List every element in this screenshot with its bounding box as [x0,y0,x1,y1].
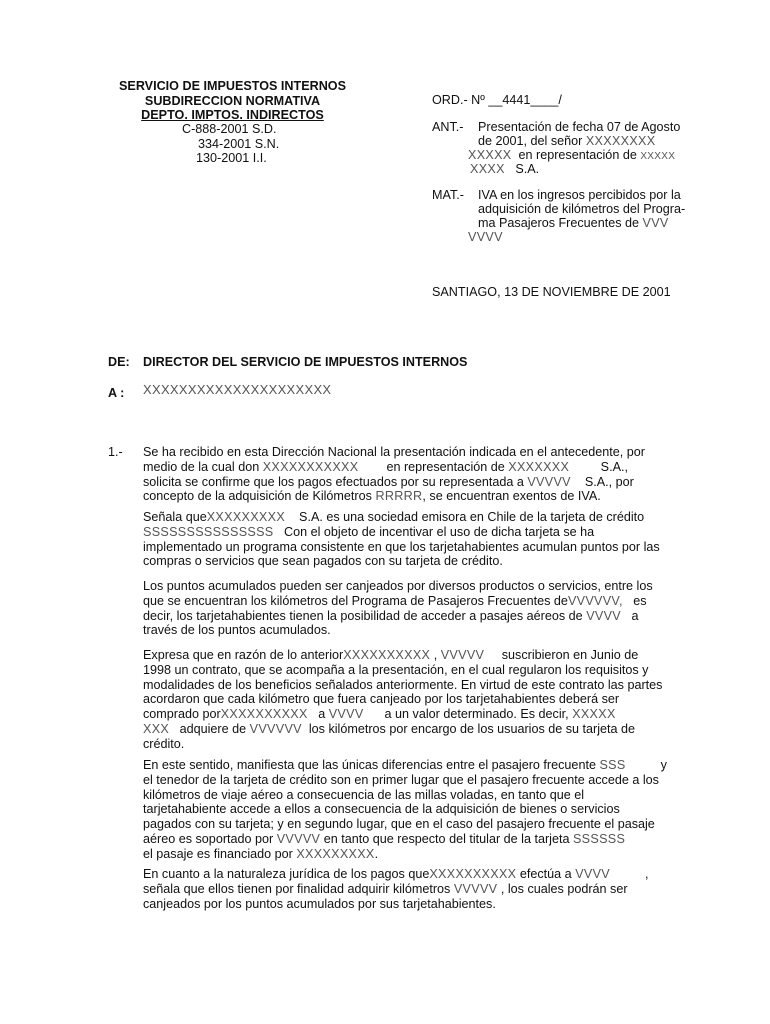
paragraph-3 [143,579,717,638]
redacted-airline: VVVVV [453,881,498,896]
code-line: 334-2001 S.N. [198,136,280,151]
redacted-airline: VVVVVV, [567,593,623,608]
p-line: 1998 un contrato, que se acompaña a la presentación, en el cual regularon los requisitos y [143,662,649,677]
mat-line [468,230,503,245]
p-line: modalidades de los beneficios señalados anteriormente. En virtud de este contrato las partes [143,677,663,692]
p-line: concepto de la adquisición de Kilómetros RRRRR, se encuentran exentos de IVA. [143,489,601,504]
redacted-airline: VVVV [575,867,610,881]
paragraph-2 [143,510,717,569]
ant-line [470,162,539,177]
header-left [90,79,375,123]
ant-text: S.A. [515,162,540,176]
p-line: Se ha recibido en esta Dirección Nacional la presentación indicada en el antecedente, por [143,445,645,459]
department-name: DEPTO. IMPTOS. INDIRECTOS [141,108,324,123]
paragraph-5 [143,758,717,862]
mat-text: ma Pasajeros Frecuentes de [478,216,640,230]
p-line: Los puntos acumulados pueden ser canjeados por diversos productos o servicios, entre los [143,579,653,593]
redacted-airline: VVV [642,216,669,230]
redacted-company: XXXX [470,162,505,176]
redacted-company: XXXXXXXXXX [429,867,517,881]
mat-line: adquisición de kilómetros del Progra- [478,202,686,216]
paragraph-1 [143,445,717,504]
mat-line [478,216,669,231]
redacted-company: XXXXXXX [508,459,570,474]
from-label: DE: [108,355,130,369]
redacted-card: SSSSSSSSSSSSSSS [143,524,274,539]
agency-name: SERVICIO DE IMPUESTOS INTERNOS [119,79,346,93]
ant-line [478,134,655,149]
p-line: crédito. [143,736,185,751]
p-line: medio de la cual don XXXXXXXXXXX en representación de XXXXXXX S.A., [143,459,628,474]
mat-line: IVA en los ingresos percibidos por la [478,188,681,202]
p-line: En este sentido, manifiesta que las únicas diferencias entre el pasajero frecuente SSS y [143,758,667,772]
to-label: A : [108,386,125,400]
p-line: Expresa que en razón de lo anteriorXXXXXXXXXX , VVVVV suscribieron en Junio de [143,648,639,662]
redacted-company: XXXXXXXXXX [220,707,308,722]
p-line: canjeados por los puntos acumulados por sus tarjetahabientes. [143,896,496,911]
redacted-name: XXXXXXXXXXX [262,459,359,474]
p-line: decir, los tarjetahabientes tienen la posibilidad de acceder a pasajes aéreos de VVVV a [143,608,639,623]
redacted-name: XXXXXXXX [585,134,656,148]
ant-text: en representación de [518,148,637,162]
redacted-card: SSSSSS [572,831,626,846]
to-recipient-redacted: XXXXXXXXXXXXXXXXXXXXX [143,382,332,397]
redacted-company: XXXXXXXXX [296,846,375,861]
p-line: solicita se confirme que los pagos efectuados por su representada a VVVVV S.A., por [143,474,634,489]
mat-label: MAT.- [432,188,464,202]
redacted-airline: VVVV [328,707,364,722]
p-line: implementado un programa consistente en que los tarjetahabientes acumulan puntos por las [143,539,660,554]
from-recipient: DIRECTOR DEL SERVICIO DE IMPUESTOS INTERNOS [143,355,468,369]
p-line: tarjetahabiente accede a ellos a consecuencia de la adquisición de bienes o servicios [143,802,620,817]
p-line: SSSSSSSSSSSSSSS Con el objeto de incentivar el uso de dicha tarjeta se ha [143,524,595,539]
code-line: 130-2001 I.I. [196,151,267,166]
document-date: SANTIAGO, 13 DE NOVIEMBRE DE 2001 [432,285,671,299]
redacted-company: XXXXX [640,151,676,162]
redacted-airline: VVVVV [276,831,321,846]
p-line: En cuanto a la naturaleza jurídica de los pagos queXXXXXXXXXX efectúa a VVVV , [143,867,649,881]
redacted-name: XXXXX [468,148,512,162]
ant-line: Presentación de fecha 07 de Agosto [478,120,681,134]
p-line: kilómetros de viaje aéreo a consecuencia de las millas voladas, en tanto que el [143,787,585,802]
ant-label: ANT.- [432,120,464,134]
redacted-airline: VVVV [468,230,503,244]
redacted-company: XXX [143,721,170,736]
p-line: comprado porXXXXXXXXXX a VVVV a un valor determinado. Es decir, XXXXX [143,707,616,722]
reference-codes [182,122,362,166]
redacted-airline: VVVV [586,608,621,623]
p-line: acordaron que cada kilómetro que fuera canjeado por los tarjetahabientes deberá ser [143,692,620,707]
p-line: compras o servicios que sean pagados con su tarjeta de crédito. [143,554,503,569]
p-line: señala que ellos tienen por finalidad adquirir kilómetros VVVVV , los cuales podrán ser [143,881,628,896]
redacted-company: XXXXX [572,707,616,722]
redacted-program: RRRRR [375,489,423,504]
paragraph-4 [143,648,717,752]
p-line: Señala queXXXXXXXXX S.A. es una sociedad emisora en Chile de la tarjeta de crédito [143,510,645,524]
subdirectorate-name: SUBDIRECCION NORMATIVA [144,93,321,108]
ord-number: ORD.- Nº __4441____/ [432,93,562,107]
redacted-company: XXXXXXXXXX [343,648,431,662]
redacted-program: SSS [599,758,626,772]
p-line: el tenedor de la tarjeta de crédito son en primer lugar que el pasajero frecuente accede a los [143,772,659,787]
code-line: C-888-2001 S.D. [182,122,277,136]
redacted-airline: VVVVV [440,648,485,662]
p-line: que se encuentran los kilómetros del Programa de Pasajeros Frecuentes deVVVVVV, es [143,593,647,608]
p-line: través de los puntos acumulados. [143,623,331,638]
redacted-airline: VVVVVV [249,721,302,736]
redacted-airline: VVVVV [527,474,571,489]
section-number: 1.- [108,445,123,459]
p-line: aéreo es soportado por VVVVV en tanto que respecto del titular de la tarjeta SSSSSS [143,831,626,846]
p-line: pagados con su tarjeta; y en segundo lugar, que en el caso del pasajero frecuente el pasaje [143,817,655,832]
ant-text: de 2001, del señor [478,134,583,148]
paragraph-6 [143,867,717,911]
p-line: el pasaje es financiado por XXXXXXXXX. [143,846,379,861]
p-line: XXX adquiere de VVVVVV los kilómetros por encargo de los usuarios de su tarjeta de [143,721,636,736]
redacted-company: XXXXXXXXX [206,510,286,524]
